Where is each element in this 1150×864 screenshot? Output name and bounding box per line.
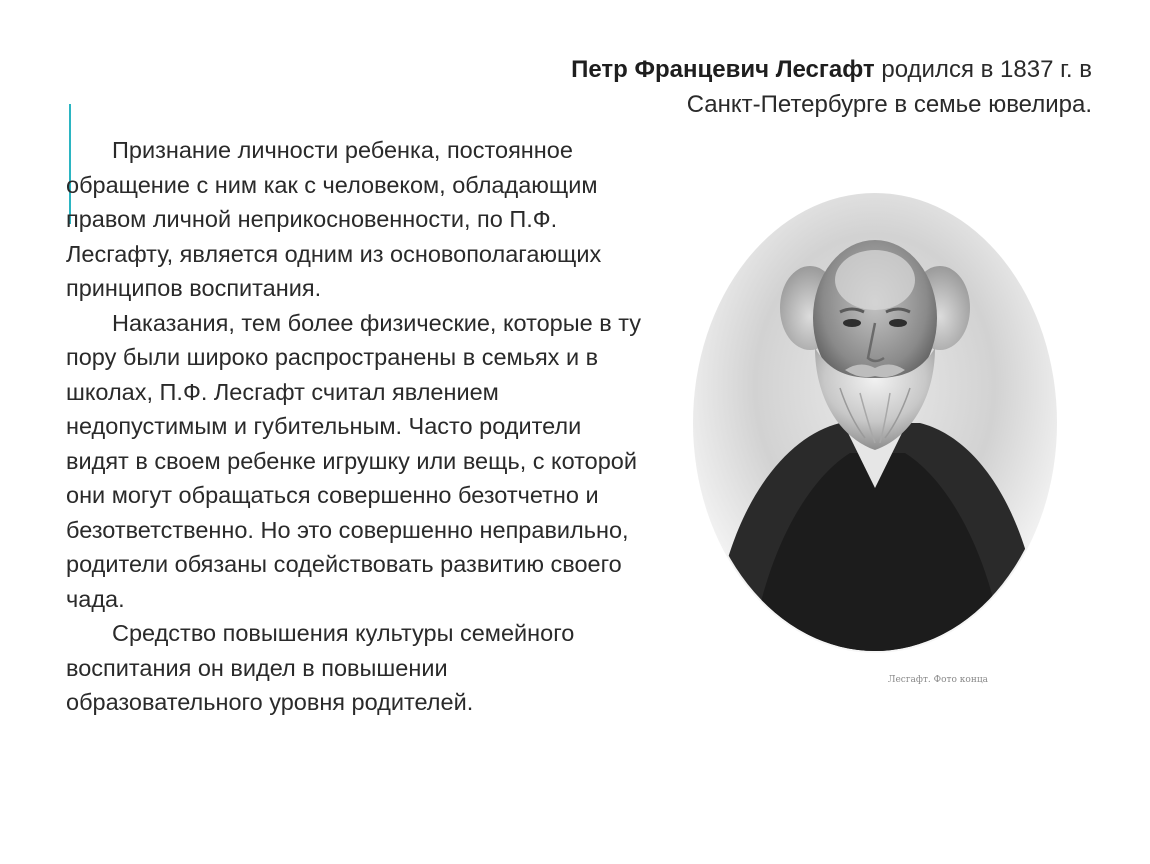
body-text [66, 133, 646, 720]
header-name: Петр Францевич Лесгафт [571, 56, 875, 83]
paragraph-3: Средство повышения культуры семейного воспитания он видел в повышении образовательного уровня родителей. [66, 620, 575, 715]
paragraph-2: Наказания, тем более физические, которые в ту пору были широко распространены в семьях и в школах, П.Ф. Лесгафт считал явлением недопустимым и губительным. Часто родители видят в своем ребенке игрушку или вещь, с которой они могут обращаться совершенно безотчетно и безответственно. Но это совершенно неправильно, родители обязаны содействовать развитию своего чада. [66, 309, 642, 612]
header [472, 52, 1092, 122]
paragraph-1: Признание личности ребенка, постоянное обращение с ним как с человеком, обладающим правом личной неприкосновенности, по П.Ф. Лесгафту, является одним из основополагающих принципов воспитания. [66, 137, 602, 301]
header-line-2: Санкт-Петербурге в семье ювелира. [686, 91, 1092, 118]
portrait-caption: Лесгафт. Фото конца [887, 675, 988, 685]
header-line-1-rest: родился в 1837 г. в [874, 56, 1092, 83]
portrait-photo-icon [690, 188, 1070, 698]
portrait [690, 188, 1070, 698]
header-line-1 [472, 52, 1092, 87]
